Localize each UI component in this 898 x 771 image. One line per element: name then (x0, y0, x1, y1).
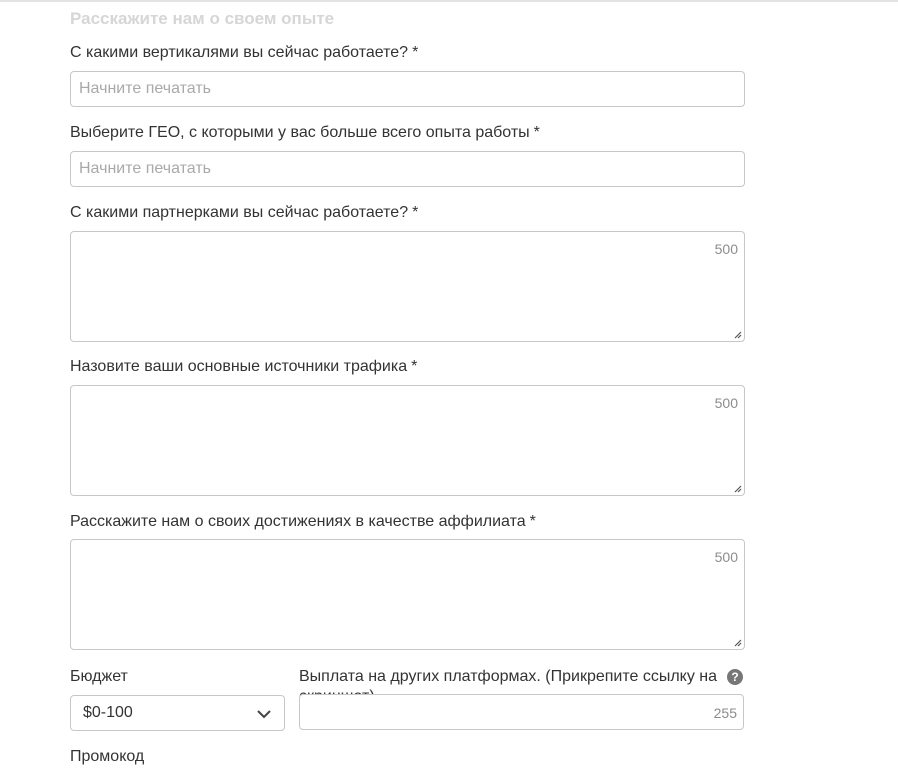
budget-selected-value: $0-100 (83, 704, 133, 721)
question-circle-icon[interactable]: ? (727, 669, 743, 685)
payout-label: Выплата на других платформах. (Прикрепите ссылку на (299, 668, 718, 685)
budget-label: Бюджет (70, 668, 128, 685)
required-mark: * (412, 44, 419, 61)
promo-label: Промокод (70, 748, 145, 765)
geo-label-text: Выберите ГЕО, с которыми у вас больше всего опыта работы (70, 124, 530, 141)
verticals-label (70, 43, 418, 63)
achievements-label (70, 512, 536, 532)
required-mark: * (412, 204, 419, 221)
top-divider (0, 0, 898, 2)
partners-char-counter: 500 (714, 241, 738, 257)
geo-label (70, 123, 540, 143)
required-mark: * (411, 358, 418, 375)
resize-handle-icon[interactable] (732, 329, 742, 339)
geo-placeholder: Начните печатать (79, 160, 211, 177)
partners-textarea[interactable] (70, 231, 745, 342)
partners-label-text: С какими партнерками вы сейчас работаете? (70, 204, 409, 221)
verticals-placeholder: Начните печатать (79, 80, 211, 97)
verticals-label-text: С какими вертикалями вы сейчас работаете? (70, 44, 409, 61)
traffic-sources-label (70, 357, 417, 377)
traffic-sources-char-counter: 500 (714, 395, 738, 411)
required-mark: * (533, 124, 540, 141)
payout-input[interactable] (299, 694, 744, 730)
achievements-char-counter: 500 (714, 549, 738, 565)
achievements-label-text: Расскажите нам о своих достижениях в качестве аффилиата (70, 513, 526, 530)
traffic-sources-label-text: Назовите ваши основные источники трафика (70, 358, 408, 375)
achievements-textarea[interactable] (70, 539, 745, 650)
partners-label (70, 203, 418, 223)
resize-handle-icon[interactable] (732, 637, 742, 647)
verticals-input[interactable] (70, 71, 745, 107)
geo-input[interactable] (70, 151, 745, 187)
traffic-sources-textarea[interactable] (70, 385, 745, 496)
section-title: Расскажите нам о своем опыте (70, 9, 335, 28)
resize-handle-icon[interactable] (732, 483, 742, 493)
payout-char-counter: 255 (713, 705, 737, 721)
budget-select[interactable] (70, 695, 285, 731)
required-mark: * (529, 513, 536, 530)
chevron-down-icon (256, 707, 272, 721)
